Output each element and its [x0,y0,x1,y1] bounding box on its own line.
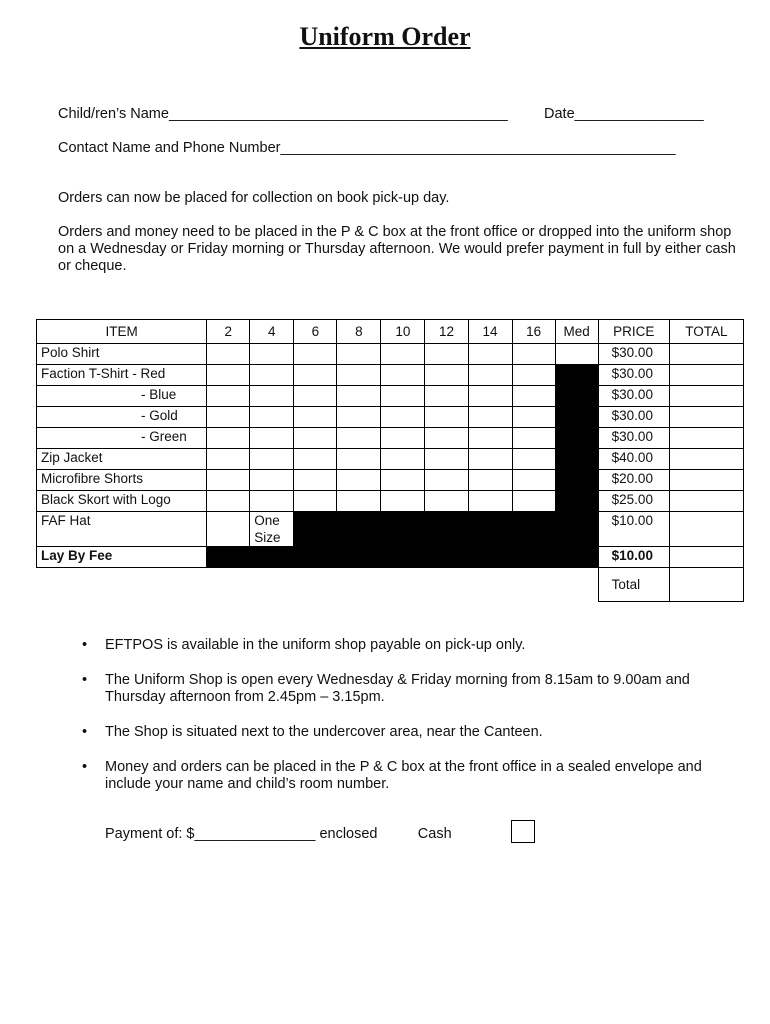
unavailable-cell [555,449,598,470]
qty-cell[interactable] [468,428,512,449]
column-header: 14 [468,320,512,344]
unavailable-cell [381,547,425,568]
column-header: 8 [337,320,381,344]
one-size-cell[interactable]: One Size [250,512,294,547]
column-header: ITEM [37,320,207,344]
price-cell: $30.00 [598,386,669,407]
qty-cell[interactable] [468,407,512,428]
total-cell[interactable] [669,470,743,491]
qty-cell[interactable] [337,407,381,428]
column-header: 2 [207,320,250,344]
price-cell: $10.00 [598,512,669,547]
total-cell[interactable] [669,547,743,568]
unavailable-cell [512,512,555,547]
column-header: 12 [425,320,468,344]
qty-cell[interactable] [337,491,381,512]
bullet-icon: • [82,672,88,688]
qty-cell[interactable] [250,386,294,407]
column-header: 16 [512,320,555,344]
unavailable-cell [250,547,294,568]
column-header: 6 [294,320,337,344]
qty-cell[interactable] [294,386,337,407]
qty-cell[interactable] [294,365,337,386]
list-item: • Money and orders can be placed in the P & C box at the front office in a sealed envelope and include your name and child’s room number. [82,759,702,792]
total-cell[interactable] [669,491,743,512]
total-cell[interactable] [669,428,743,449]
qty-cell[interactable] [468,491,512,512]
qty-cell[interactable] [381,365,425,386]
item-name: Lay By Fee [37,547,207,568]
qty-cell[interactable] [250,470,294,491]
total-cell[interactable] [669,386,743,407]
table-row [37,344,744,365]
table-row [37,491,744,512]
unavailable-cell [555,470,598,491]
qty-cell[interactable] [337,365,381,386]
item-name: FAF Hat [37,512,207,547]
grand-total-cell[interactable] [669,568,743,602]
qty-cell[interactable] [468,365,512,386]
qty-cell[interactable] [381,449,425,470]
qty-cell[interactable] [425,365,468,386]
qty-cell[interactable] [337,386,381,407]
qty-cell[interactable] [381,407,425,428]
table-row [37,365,744,386]
table-row [37,547,744,568]
qty-cell[interactable] [381,470,425,491]
table-row [37,449,744,470]
list-item: • The Shop is situated next to the undercover area, near the Canteen. [82,724,543,740]
bullet-icon: • [82,724,88,740]
qty-cell[interactable] [425,344,468,365]
qty-cell[interactable] [512,470,555,491]
total-cell[interactable] [669,512,743,547]
qty-cell[interactable] [337,449,381,470]
cash-label: Cash [417,826,452,842]
total-label: Total [598,568,669,602]
unavailable-cell [555,547,598,568]
total-row [37,568,744,602]
unavailable-cell [468,512,512,547]
qty-cell[interactable] [250,428,294,449]
collection-note: Orders can now be placed for collection on book pick-up day. [58,190,450,206]
price-cell: $25.00 [598,491,669,512]
price-cell: $10.00 [598,547,669,568]
unavailable-cell [425,547,468,568]
qty-cell[interactable] [512,449,555,470]
qty-cell[interactable] [207,491,250,512]
qty-cell[interactable] [381,491,425,512]
unavailable-cell [294,547,337,568]
total-cell[interactable] [669,344,743,365]
qty-cell[interactable] [555,344,598,365]
qty-cell[interactable] [468,344,512,365]
qty-cell[interactable] [425,428,468,449]
ordering-instructions: Orders and money need to be placed in the P & C box at the front office or dropped into the uniform shop on a Wednesday or Friday morning or Thursday afternoon. We would prefer payment in full by either cash or cheque. [58,224,736,274]
total-cell[interactable] [669,365,743,386]
unavailable-cell [555,428,598,449]
table-row [37,470,744,491]
qty-cell[interactable] [207,407,250,428]
item-name: - Gold [37,407,207,428]
qty-cell[interactable] [207,386,250,407]
unavailable-cell [425,512,468,547]
qty-cell[interactable] [512,428,555,449]
unavailable-cell [555,512,598,547]
item-name: - Blue [37,386,207,407]
unavailable-cell [294,512,337,547]
table-row [37,512,744,547]
unavailable-cell [337,512,381,547]
qty-cell[interactable] [294,407,337,428]
list-item: • EFTPOS is available in the uniform shop payable on pick-up only. [82,637,526,653]
item-name: Polo Shirt [37,344,207,365]
qty-cell[interactable] [468,386,512,407]
qty-cell[interactable] [425,470,468,491]
qty-cell[interactable] [250,344,294,365]
qty-cell[interactable] [468,470,512,491]
unavailable-cell [555,365,598,386]
qty-cell[interactable] [512,344,555,365]
qty-cell[interactable] [207,344,250,365]
cash-checkbox[interactable] [511,820,535,843]
total-cell[interactable] [669,449,743,470]
qty-cell[interactable] [207,449,250,470]
item-name: Faction T-Shirt - Red [37,365,207,386]
item-name: - Green [37,428,207,449]
qty-cell[interactable] [468,449,512,470]
qty-cell[interactable] [512,386,555,407]
qty-cell[interactable] [512,491,555,512]
column-header: Med [555,320,598,344]
qty-cell[interactable] [250,449,294,470]
table-header-row [37,320,744,344]
qty-cell[interactable] [294,344,337,365]
price-cell: $40.00 [598,449,669,470]
unavailable-cell [337,547,381,568]
list-item: • The Uniform Shop is open every Wednesday & Friday morning from 8.15am to 9.00am and Thursday afternoon from 2.45pm – 3.15pm. [82,672,690,705]
qty-cell[interactable] [381,428,425,449]
bullet-icon: • [82,759,88,775]
qty-cell[interactable] [294,449,337,470]
qty-cell[interactable] [512,365,555,386]
payment-amount-field[interactable]: Payment of: $_______________ enclosed [105,826,378,842]
qty-cell[interactable] [337,428,381,449]
qty-cell[interactable] [250,491,294,512]
table-row [37,386,744,407]
qty-cell[interactable] [381,344,425,365]
column-header: PRICE [598,320,669,344]
column-header: 10 [381,320,425,344]
qty-cell[interactable] [512,407,555,428]
qty-cell[interactable] [425,407,468,428]
price-cell: $30.00 [598,344,669,365]
qty-cell[interactable] [250,365,294,386]
qty-cell[interactable] [337,470,381,491]
total-cell[interactable] [669,407,743,428]
qty-cell[interactable] [381,386,425,407]
payment-line [105,826,452,842]
unavailable-cell [555,386,598,407]
qty-cell[interactable] [425,491,468,512]
price-cell: $30.00 [598,407,669,428]
qty-cell[interactable] [425,386,468,407]
bullet-icon: • [82,637,88,653]
unavailable-cell [512,547,555,568]
contact-field[interactable]: Contact Name and Phone Number_________________________________________________ [58,140,676,156]
qty-cell[interactable] [337,344,381,365]
date-field[interactable]: Date________________ [544,106,704,122]
info-list [82,637,722,811]
qty-cell[interactable] [207,512,250,547]
qty-cell[interactable] [425,449,468,470]
order-table [36,319,744,602]
form-title: Uniform Order [299,22,471,51]
item-name: Zip Jacket [37,449,207,470]
column-header: 4 [250,320,294,344]
price-cell: $30.00 [598,428,669,449]
price-cell: $30.00 [598,365,669,386]
qty-cell[interactable] [207,470,250,491]
table-row [37,407,744,428]
price-cell: $20.00 [598,470,669,491]
unavailable-cell [555,407,598,428]
unavailable-cell [468,547,512,568]
unavailable-cell [555,491,598,512]
qty-cell[interactable] [207,428,250,449]
item-name: Black Skort with Logo [37,491,207,512]
qty-cell[interactable] [250,407,294,428]
unavailable-cell [207,547,250,568]
qty-cell[interactable] [207,365,250,386]
child-name-field[interactable]: Child/ren’s Name__________________________________________ [58,106,508,122]
table-row [37,428,744,449]
column-header: TOTAL [669,320,743,344]
qty-cell[interactable] [294,491,337,512]
unavailable-cell [381,512,425,547]
qty-cell[interactable] [294,470,337,491]
qty-cell[interactable] [294,428,337,449]
item-name: Microfibre Shorts [37,470,207,491]
